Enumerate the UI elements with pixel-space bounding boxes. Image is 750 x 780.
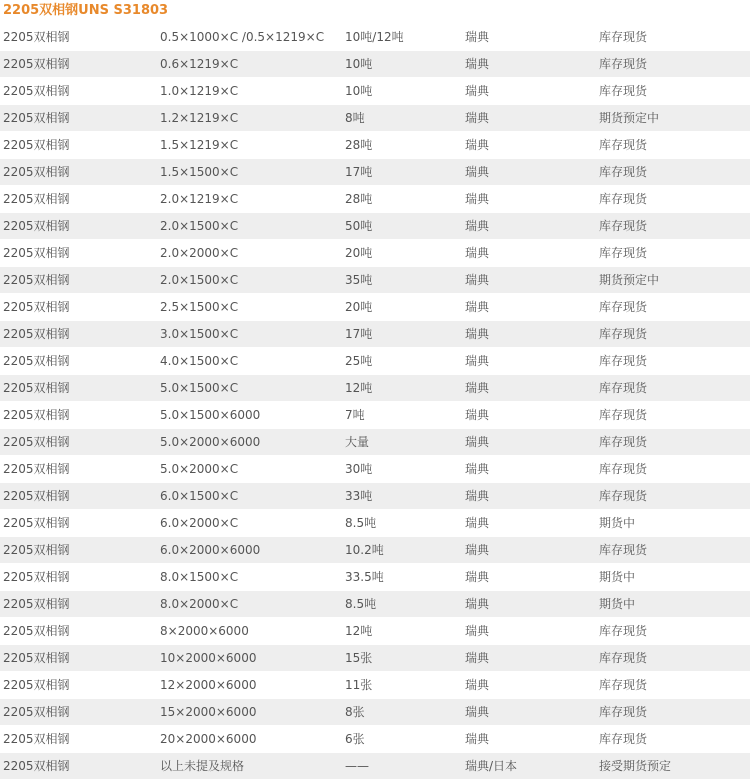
quantity-cell: 50吨 xyxy=(345,213,465,240)
specification-cell: 6.0×2000×6000 xyxy=(160,537,345,564)
quantity-cell: 10吨 xyxy=(345,51,465,78)
quantity-cell: 10吨/12吨 xyxy=(345,24,465,51)
quantity-cell: 6张 xyxy=(345,726,465,753)
table-row xyxy=(0,510,750,537)
product-name-cell: 2205双相钢 xyxy=(0,645,160,672)
origin-cell: 瑞典 xyxy=(465,51,599,78)
specification-cell: 2.5×1500×C xyxy=(160,294,345,321)
specification-cell: 6.0×1500×C xyxy=(160,483,345,510)
table-row xyxy=(0,321,750,348)
specification-cell: 2.0×1500×C xyxy=(160,267,345,294)
origin-cell: 瑞典 xyxy=(465,726,599,753)
status-cell: 库存现货 xyxy=(599,132,750,159)
origin-cell: 瑞典 xyxy=(465,429,599,456)
product-name-cell: 2205双相钢 xyxy=(0,591,160,618)
specification-cell: 0.6×1219×C xyxy=(160,51,345,78)
origin-cell: 瑞典 xyxy=(465,78,599,105)
product-name-cell: 2205双相钢 xyxy=(0,510,160,537)
table-row xyxy=(0,429,750,456)
status-cell: 库存现货 xyxy=(599,51,750,78)
stock-table xyxy=(0,24,750,780)
origin-cell: 瑞典 xyxy=(465,105,599,132)
table-row xyxy=(0,132,750,159)
origin-cell: 瑞典 xyxy=(465,294,599,321)
table-row xyxy=(0,51,750,78)
table-row xyxy=(0,213,750,240)
specification-cell: 3.0×1500×C xyxy=(160,321,345,348)
quantity-cell: 35吨 xyxy=(345,267,465,294)
status-cell: 库存现货 xyxy=(599,294,750,321)
product-name-cell: 2205双相钢 xyxy=(0,483,160,510)
specification-cell: 以上未提及规格 xyxy=(160,753,345,780)
status-cell: 库存现货 xyxy=(599,375,750,402)
origin-cell: 瑞典 xyxy=(465,483,599,510)
specification-cell: 4.0×1500×C xyxy=(160,348,345,375)
quantity-cell: 8吨 xyxy=(345,105,465,132)
origin-cell: 瑞典 xyxy=(465,456,599,483)
product-name-cell: 2205双相钢 xyxy=(0,456,160,483)
product-name-cell: 2205双相钢 xyxy=(0,348,160,375)
table-row xyxy=(0,726,750,753)
product-name-cell: 2205双相钢 xyxy=(0,429,160,456)
origin-cell: 瑞典 xyxy=(465,321,599,348)
specification-cell: 10×2000×6000 xyxy=(160,645,345,672)
specification-cell: 8.0×2000×C xyxy=(160,591,345,618)
specification-cell: 15×2000×6000 xyxy=(160,699,345,726)
table-row xyxy=(0,402,750,429)
status-cell: 库存现货 xyxy=(599,672,750,699)
quantity-cell: 8.5吨 xyxy=(345,510,465,537)
specification-cell: 8×2000×6000 xyxy=(160,618,345,645)
quantity-cell: 12吨 xyxy=(345,375,465,402)
quantity-cell: 7吨 xyxy=(345,402,465,429)
table-row xyxy=(0,483,750,510)
product-name-cell: 2205双相钢 xyxy=(0,537,160,564)
status-cell: 库存现货 xyxy=(599,456,750,483)
table-row xyxy=(0,375,750,402)
product-name-cell: 2205双相钢 xyxy=(0,105,160,132)
status-cell: 库存现货 xyxy=(599,24,750,51)
specification-cell: 12×2000×6000 xyxy=(160,672,345,699)
product-name-cell: 2205双相钢 xyxy=(0,402,160,429)
specification-cell: 1.2×1219×C xyxy=(160,105,345,132)
quantity-cell: 20吨 xyxy=(345,240,465,267)
status-cell: 期货预定中 xyxy=(599,105,750,132)
stock-table-body xyxy=(0,24,750,780)
status-cell: 库存现货 xyxy=(599,726,750,753)
status-cell: 库存现货 xyxy=(599,402,750,429)
origin-cell: 瑞典 xyxy=(465,402,599,429)
status-cell: 库存现货 xyxy=(599,159,750,186)
status-cell: 库存现货 xyxy=(599,240,750,267)
quantity-cell: 8.5吨 xyxy=(345,591,465,618)
status-cell: 期货中 xyxy=(599,591,750,618)
status-cell: 库存现货 xyxy=(599,537,750,564)
product-name-cell: 2205双相钢 xyxy=(0,294,160,321)
origin-cell: 瑞典 xyxy=(465,24,599,51)
table-row xyxy=(0,24,750,51)
origin-cell: 瑞典 xyxy=(465,672,599,699)
product-name-cell: 2205双相钢 xyxy=(0,51,160,78)
table-row xyxy=(0,294,750,321)
table-row xyxy=(0,348,750,375)
specification-cell: 5.0×2000×C xyxy=(160,456,345,483)
origin-cell: 瑞典 xyxy=(465,186,599,213)
status-cell: 库存现货 xyxy=(599,645,750,672)
table-row xyxy=(0,699,750,726)
table-row xyxy=(0,267,750,294)
origin-cell: 瑞典 xyxy=(465,618,599,645)
table-title: 2205双相钢UNS S31803 xyxy=(3,3,169,18)
status-cell: 接受期货预定 xyxy=(599,753,750,780)
table-row xyxy=(0,618,750,645)
product-name-cell: 2205双相钢 xyxy=(0,267,160,294)
quantity-cell: 10吨 xyxy=(345,78,465,105)
table-row xyxy=(0,186,750,213)
specification-cell: 2.0×2000×C xyxy=(160,240,345,267)
origin-cell: 瑞典 xyxy=(465,213,599,240)
specification-cell: 1.5×1219×C xyxy=(160,132,345,159)
table-row xyxy=(0,105,750,132)
specification-cell: 8.0×1500×C xyxy=(160,564,345,591)
specification-cell: 2.0×1219×C xyxy=(160,186,345,213)
specification-cell: 20×2000×6000 xyxy=(160,726,345,753)
status-cell: 库存现货 xyxy=(599,483,750,510)
product-name-cell: 2205双相钢 xyxy=(0,78,160,105)
specification-cell: 1.5×1500×C xyxy=(160,159,345,186)
table-row xyxy=(0,672,750,699)
specification-cell: 0.5×1000×C /0.5×1219×C xyxy=(160,24,345,51)
quantity-cell: 33吨 xyxy=(345,483,465,510)
status-cell: 库存现货 xyxy=(599,618,750,645)
specification-cell: 5.0×1500×6000 xyxy=(160,402,345,429)
status-cell: 库存现货 xyxy=(599,348,750,375)
origin-cell: 瑞典 xyxy=(465,564,599,591)
status-cell: 库存现货 xyxy=(599,78,750,105)
quantity-cell: 15张 xyxy=(345,645,465,672)
specification-cell: 2.0×1500×C xyxy=(160,213,345,240)
table-row xyxy=(0,537,750,564)
origin-cell: 瑞典 xyxy=(465,699,599,726)
quantity-cell: 大量 xyxy=(345,429,465,456)
product-name-cell: 2205双相钢 xyxy=(0,375,160,402)
product-name-cell: 2205双相钢 xyxy=(0,321,160,348)
quantity-cell: 30吨 xyxy=(345,456,465,483)
quantity-cell: 20吨 xyxy=(345,294,465,321)
quantity-cell: 28吨 xyxy=(345,132,465,159)
product-name-cell: 2205双相钢 xyxy=(0,618,160,645)
table-row xyxy=(0,753,750,780)
status-cell: 库存现货 xyxy=(599,186,750,213)
product-name-cell: 2205双相钢 xyxy=(0,726,160,753)
origin-cell: 瑞典 xyxy=(465,510,599,537)
quantity-cell: 25吨 xyxy=(345,348,465,375)
product-name-cell: 2205双相钢 xyxy=(0,159,160,186)
product-name-cell: 2205双相钢 xyxy=(0,24,160,51)
table-row xyxy=(0,564,750,591)
status-cell: 期货中 xyxy=(599,564,750,591)
status-cell: 库存现货 xyxy=(599,699,750,726)
product-name-cell: 2205双相钢 xyxy=(0,672,160,699)
quantity-cell: 28吨 xyxy=(345,186,465,213)
status-cell: 期货中 xyxy=(599,510,750,537)
origin-cell: 瑞典 xyxy=(465,132,599,159)
origin-cell: 瑞典 xyxy=(465,159,599,186)
origin-cell: 瑞典 xyxy=(465,375,599,402)
product-name-cell: 2205双相钢 xyxy=(0,213,160,240)
origin-cell: 瑞典 xyxy=(465,240,599,267)
origin-cell: 瑞典 xyxy=(465,267,599,294)
quantity-cell: 33.5吨 xyxy=(345,564,465,591)
table-row xyxy=(0,159,750,186)
origin-cell: 瑞典 xyxy=(465,537,599,564)
product-name-cell: 2205双相钢 xyxy=(0,753,160,780)
status-cell: 库存现货 xyxy=(599,321,750,348)
table-row xyxy=(0,591,750,618)
specification-cell: 1.0×1219×C xyxy=(160,78,345,105)
table-row xyxy=(0,78,750,105)
table-row xyxy=(0,240,750,267)
quantity-cell: 17吨 xyxy=(345,321,465,348)
status-cell: 库存现货 xyxy=(599,213,750,240)
table-row xyxy=(0,456,750,483)
quantity-cell: 10.2吨 xyxy=(345,537,465,564)
quantity-cell: 12吨 xyxy=(345,618,465,645)
status-cell: 库存现货 xyxy=(599,429,750,456)
product-name-cell: 2205双相钢 xyxy=(0,564,160,591)
origin-cell: 瑞典 xyxy=(465,591,599,618)
origin-cell: 瑞典 xyxy=(465,348,599,375)
specification-cell: 5.0×1500×C xyxy=(160,375,345,402)
quantity-cell: —— xyxy=(345,753,465,780)
product-name-cell: 2205双相钢 xyxy=(0,699,160,726)
specification-cell: 5.0×2000×6000 xyxy=(160,429,345,456)
quantity-cell: 11张 xyxy=(345,672,465,699)
product-name-cell: 2205双相钢 xyxy=(0,240,160,267)
specification-cell: 6.0×2000×C xyxy=(160,510,345,537)
quantity-cell: 8张 xyxy=(345,699,465,726)
quantity-cell: 17吨 xyxy=(345,159,465,186)
product-name-cell: 2205双相钢 xyxy=(0,132,160,159)
table-row xyxy=(0,645,750,672)
product-name-cell: 2205双相钢 xyxy=(0,186,160,213)
origin-cell: 瑞典/日本 xyxy=(465,753,599,780)
status-cell: 期货预定中 xyxy=(599,267,750,294)
origin-cell: 瑞典 xyxy=(465,645,599,672)
